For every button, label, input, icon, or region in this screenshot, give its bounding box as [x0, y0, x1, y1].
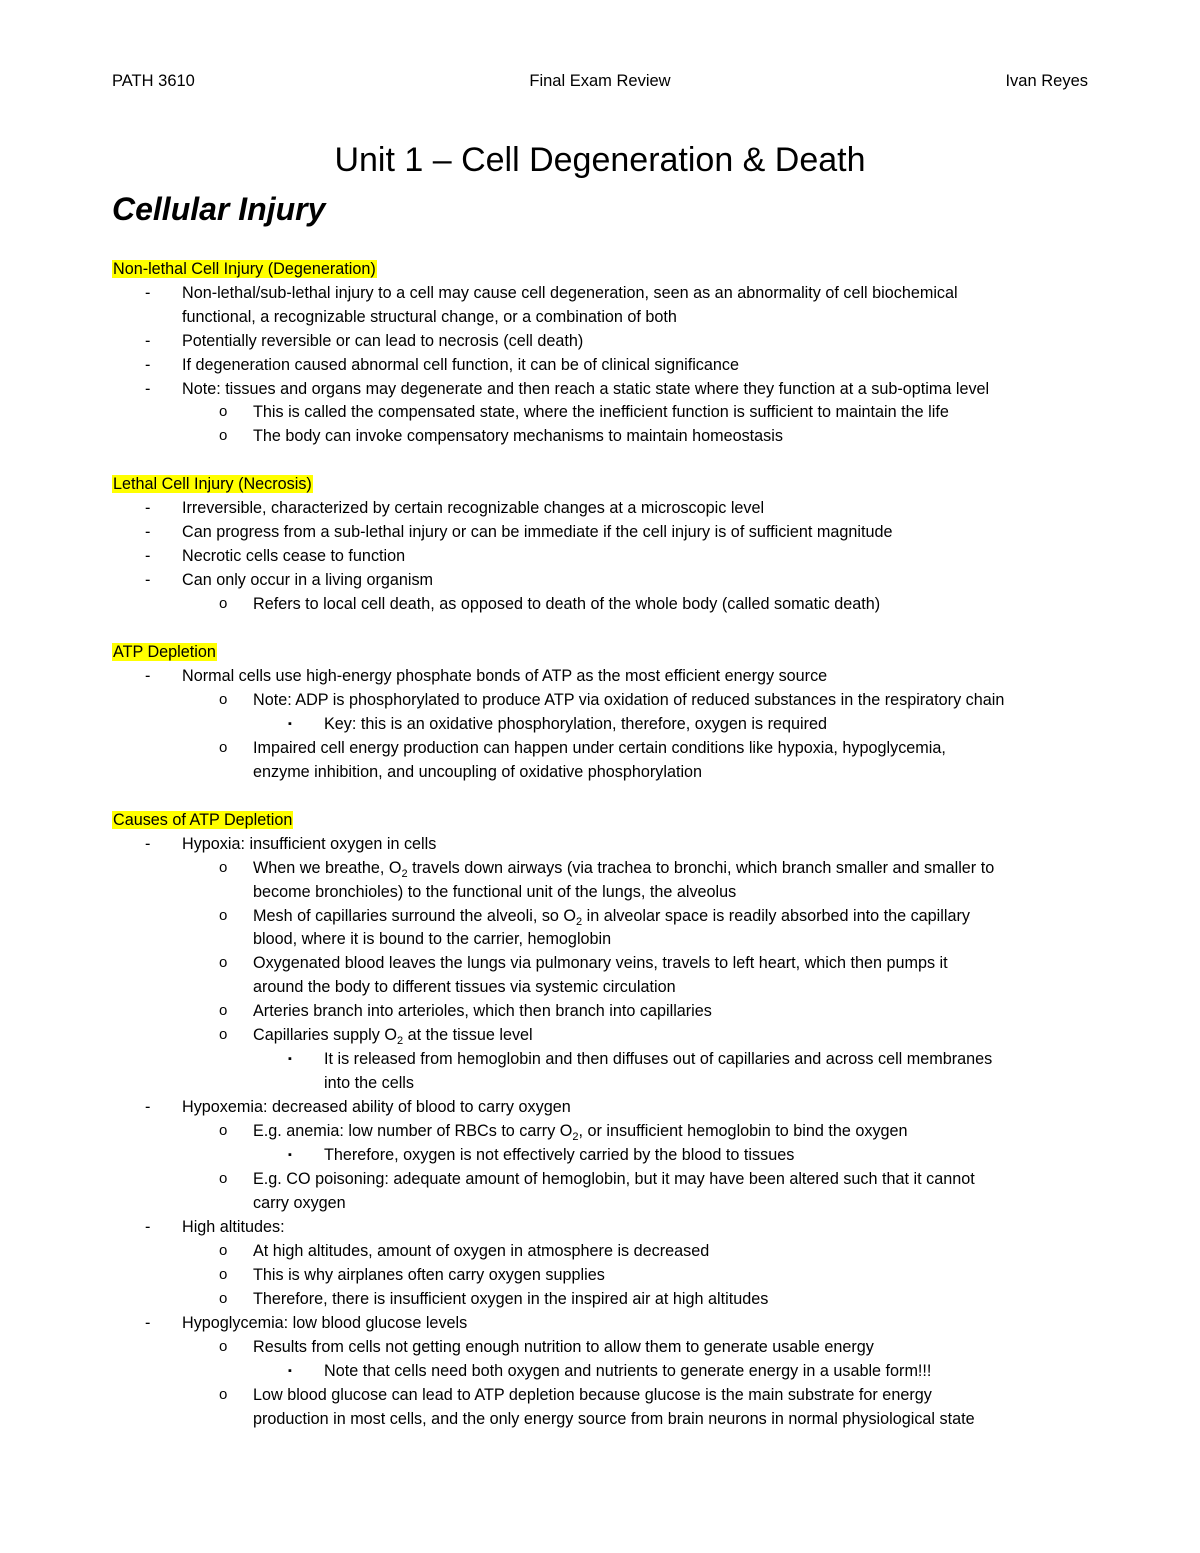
- circle-bullet: o: [219, 691, 228, 708]
- circle-bullet: o: [219, 859, 228, 876]
- page-title: Unit 1 – Cell Degeneration & Death: [334, 141, 866, 179]
- text-run: at the tissue level: [403, 1026, 533, 1044]
- list-item: Irreversible, characterized by certain recognizable changes at a microscopic level: [182, 499, 765, 517]
- list-item: This is why airplanes often carry oxygen supplies: [253, 1266, 605, 1284]
- list-item-continuation: production in most cells, and the only energy source from brain neurons in normal physiological state: [253, 1410, 975, 1428]
- square-bullet: ▪: [288, 1149, 292, 1161]
- dash-bullet: -: [145, 380, 151, 398]
- circle-bullet: o: [219, 1266, 228, 1283]
- section-heading: [112, 472, 313, 496]
- text-run: E.g. anemia: low number of RBCs to carry O: [253, 1122, 573, 1140]
- subscript: 2: [576, 916, 583, 929]
- list-item: High altitudes:: [182, 1218, 285, 1236]
- dash-bullet: -: [145, 835, 151, 853]
- list-item-continuation: carry oxygen: [253, 1194, 346, 1212]
- circle-bullet: o: [219, 1242, 228, 1259]
- list-item: Non-lethal/sub-lethal injury to a cell may cause cell degeneration, seen as an abnormality of cell biochemical: [182, 284, 958, 302]
- dash-bullet: -: [145, 499, 151, 517]
- list-item: Results from cells not getting enough nutrition to allow them to generate usable energy: [253, 1338, 874, 1356]
- list-item: Refers to local cell death, as opposed to death of the whole body (called somatic death): [253, 595, 881, 613]
- list-item: Therefore, there is insufficient oxygen in the inspired air at high altitudes: [253, 1290, 769, 1308]
- circle-bullet: o: [219, 1290, 228, 1307]
- page-subtitle: Cellular Injury: [112, 191, 326, 227]
- list-item: Can only occur in a living organism: [182, 571, 434, 589]
- list-item: Key: this is an oxidative phosphorylation, therefore, oxygen is required: [324, 715, 827, 733]
- square-bullet: ▪: [288, 1365, 292, 1377]
- list-item: If degeneration caused abnormal cell function, it can be of clinical significance: [182, 356, 739, 374]
- subscript: 2: [572, 1131, 579, 1144]
- dash-bullet: -: [145, 1218, 151, 1236]
- header-course: PATH 3610: [112, 72, 195, 90]
- circle-bullet: o: [219, 1002, 228, 1019]
- header-author: Ivan Reyes: [1005, 72, 1088, 90]
- list-item: Note that cells need both oxygen and nutrients to generate energy in a usable form!!!: [324, 1362, 932, 1380]
- list-item: [253, 904, 970, 928]
- list-item: Oxygenated blood leaves the lungs via pulmonary veins, travels to left heart, which then pumps it: [253, 954, 948, 972]
- list-item: Hypoglycemia: low blood glucose levels: [182, 1314, 468, 1332]
- list-item: Note: ADP is phosphorylated to produce ATP via oxidation of reduced substances in the respiratory chain: [253, 691, 1005, 709]
- text-run: When we breathe, O: [253, 859, 402, 877]
- list-item-continuation: enzyme inhibition, and uncoupling of oxidative phosphorylation: [253, 763, 703, 781]
- list-item: Normal cells use high-energy phosphate bonds of ATP as the most efficient energy source: [182, 667, 828, 685]
- dash-bullet: -: [145, 1098, 151, 1116]
- text-run: in alveolar space is readily absorbed into the capillary: [582, 907, 970, 925]
- list-item: Hypoxemia: decreased ability of blood to carry oxygen: [182, 1098, 571, 1116]
- list-item: Impaired cell energy production can happen under certain conditions like hypoxia, hypoglycemia,: [253, 739, 946, 757]
- list-item: Therefore, oxygen is not effectively carried by the blood to tissues: [324, 1146, 795, 1164]
- list-item: [253, 1023, 533, 1047]
- list-item: The body can invoke compensatory mechanisms to maintain homeostasis: [253, 427, 783, 445]
- list-item: E.g. CO poisoning: adequate amount of hemoglobin, but it may have been altered such that it cannot: [253, 1170, 975, 1188]
- list-item: [253, 1119, 908, 1143]
- text-run: travels down airways (via trachea to bronchi, which branch smaller and smaller to: [407, 859, 995, 877]
- circle-bullet: o: [219, 1026, 228, 1043]
- section-heading-text: Non-lethal Cell Injury (Degeneration): [113, 260, 376, 278]
- dash-bullet: -: [145, 332, 151, 350]
- list-item: Arteries branch into arterioles, which then branch into capillaries: [253, 1002, 712, 1020]
- list-item: Necrotic cells cease to function: [182, 547, 406, 565]
- text-run: Mesh of capillaries surround the alveoli, so O: [253, 907, 577, 925]
- list-item: At high altitudes, amount of oxygen in atmosphere is decreased: [253, 1242, 710, 1260]
- section-heading: [112, 808, 293, 832]
- section-heading: [112, 640, 217, 664]
- circle-bullet: o: [219, 739, 228, 756]
- circle-bullet: o: [219, 403, 228, 420]
- dash-bullet: -: [145, 284, 151, 302]
- list-item-continuation: blood, where it is bound to the carrier, hemoglobin: [253, 930, 612, 948]
- subscript: 2: [396, 1035, 404, 1048]
- section-heading-text: Lethal Cell Injury (Necrosis): [113, 475, 312, 493]
- list-item-continuation: become bronchioles) to the functional unit of the lungs, the alveolus: [253, 883, 737, 901]
- circle-bullet: o: [219, 1122, 228, 1139]
- section-heading-text: ATP Depletion: [113, 643, 216, 661]
- circle-bullet: o: [219, 907, 228, 924]
- list-item-continuation: into the cells: [324, 1074, 414, 1092]
- dash-bullet: -: [145, 547, 151, 565]
- dash-bullet: -: [145, 1314, 151, 1332]
- circle-bullet: o: [219, 595, 228, 612]
- text-run: , or insufficient hemoglobin to bind the oxygen: [578, 1122, 908, 1140]
- list-item: This is called the compensated state, where the inefficient function is sufficient to maintain the life: [253, 403, 949, 421]
- list-item: Note: tissues and organs may degenerate and then reach a static state where they function at a sub-optima level: [182, 380, 990, 398]
- square-bullet: ▪: [288, 718, 292, 730]
- text-run: Capillaries supply O: [253, 1026, 397, 1044]
- dash-bullet: -: [145, 356, 151, 374]
- circle-bullet: o: [219, 1170, 228, 1187]
- circle-bullet: o: [219, 1386, 228, 1403]
- subscript: 2: [401, 868, 408, 881]
- dash-bullet: -: [145, 571, 151, 589]
- circle-bullet: o: [219, 954, 228, 971]
- header-doc-title: Final Exam Review: [529, 72, 671, 90]
- list-item: Can progress from a sub-lethal injury or can be immediate if the cell injury is of sufficient magnitude: [182, 523, 893, 541]
- list-item: Potentially reversible or can lead to necrosis (cell death): [182, 332, 584, 350]
- dash-bullet: -: [145, 667, 151, 685]
- dash-bullet: -: [145, 523, 151, 541]
- list-item-continuation: around the body to different tissues via systemic circulation: [253, 978, 676, 996]
- circle-bullet: o: [219, 1338, 228, 1355]
- list-item: It is released from hemoglobin and then diffuses out of capillaries and across cell membranes: [324, 1050, 993, 1068]
- list-item: Hypoxia: insufficient oxygen in cells: [182, 835, 437, 853]
- list-item: [253, 856, 994, 880]
- square-bullet: ▪: [288, 1053, 292, 1065]
- list-item-continuation: functional, a recognizable structural change, or a combination of both: [182, 308, 677, 326]
- list-item: Low blood glucose can lead to ATP depletion because glucose is the main substrate for energy: [253, 1386, 932, 1404]
- section-heading-text: Causes of ATP Depletion: [113, 811, 293, 829]
- section-heading: [112, 257, 377, 281]
- circle-bullet: o: [219, 427, 228, 444]
